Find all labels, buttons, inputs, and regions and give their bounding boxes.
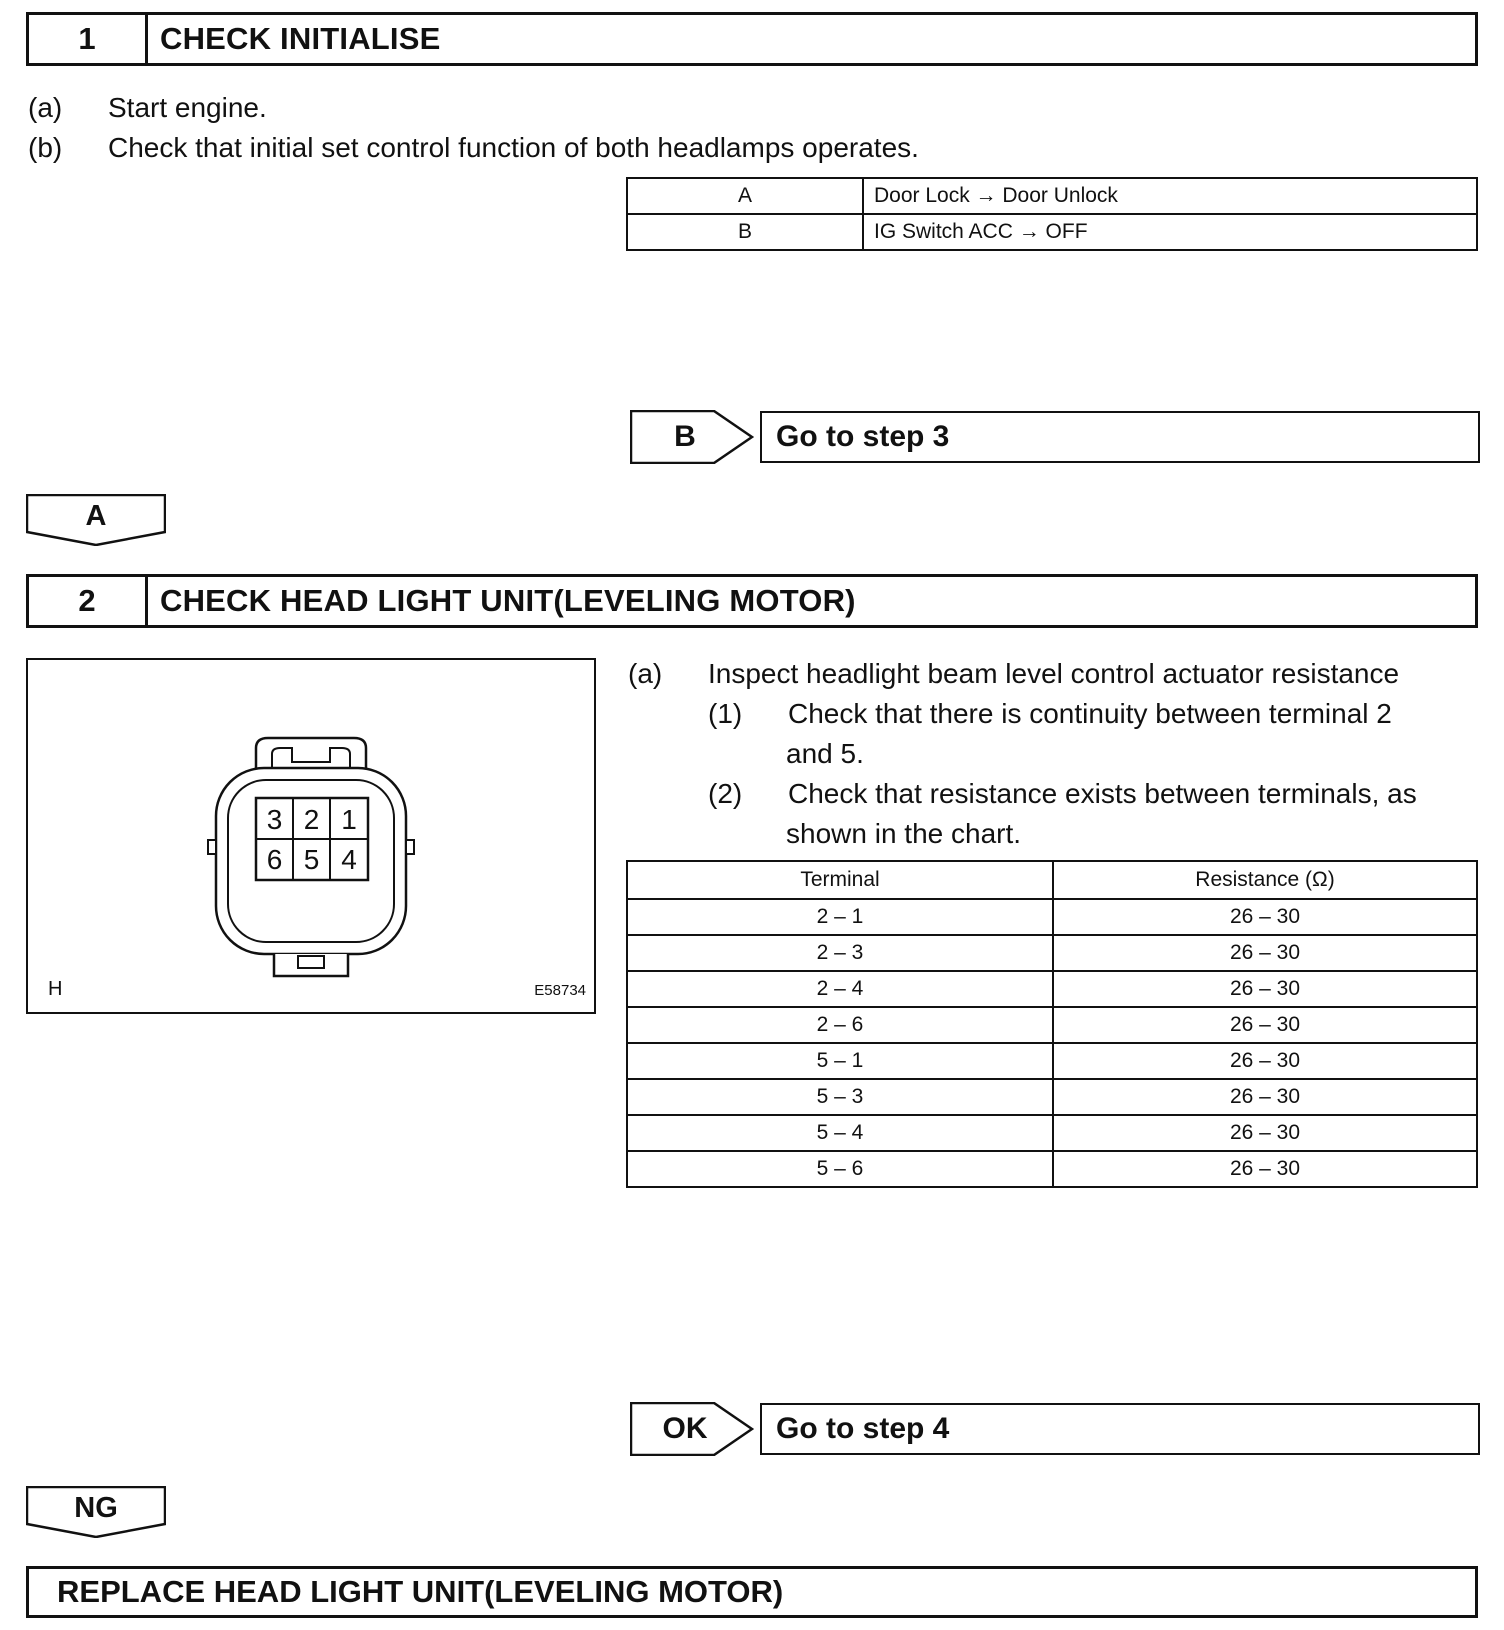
item-text: Start engine. [108,92,267,123]
step-1-item-a [28,88,267,128]
sub-text-line-2: shown in the chart. [786,818,1022,849]
item-text: Check that initial set control function of both headlamps operates. [108,132,919,163]
terminal-cell: 5 – 4 [627,1115,1053,1151]
pin-3: 3 [266,803,283,835]
sub-label: (1) [708,698,743,729]
final-action-title: REPLACE HEAD LIGHT UNIT(LEVELING MOTOR) [57,1574,784,1609]
step-2-item-a [628,654,1480,694]
terminal-cell: 2 – 3 [627,935,1053,971]
pin-6: 6 [266,844,283,875]
pin-5: 5 [303,844,320,875]
step-1-condition-table [626,177,1478,251]
branch-ok[interactable] [630,1402,1480,1456]
sub-text-line-2: and 5. [786,738,864,769]
terminal-cell: 5 – 1 [627,1043,1053,1079]
go-to-step-3[interactable]: Go to step 3 [760,411,1480,463]
table-row [627,1079,1477,1115]
table-row [627,1151,1477,1187]
header-resistance: Resistance (Ω) [1053,861,1477,899]
table-row [627,1043,1477,1079]
step-2-sub-1 [708,694,1480,734]
table-row [627,214,1477,250]
condition-key: B [627,214,863,250]
table-header-row [627,861,1477,899]
step-1-title: CHECK INITIALISE [160,21,441,56]
step-1-header [26,12,1478,66]
pin-2: 2 [303,803,320,835]
pin-4: 4 [341,844,357,875]
sub-text-line-1: Check that resistance exists between terminals, as [788,778,1417,809]
resistance-cell: 26 – 30 [1053,1007,1477,1043]
condition-key: A [627,178,863,214]
branch-ng-tag: NG [74,1491,118,1524]
step-2-header [26,574,1478,628]
step-2-sub-1-cont [786,734,864,774]
branch-b-tag: B [674,420,696,453]
figure-id: E58734 [534,982,586,999]
branch-a[interactable] [26,494,166,546]
resistance-cell: 26 – 30 [1053,1151,1477,1187]
resistance-cell: 26 – 30 [1053,935,1477,971]
step-2-title: CHECK HEAD LIGHT UNIT(LEVELING MOTOR) [160,583,856,618]
table-row [627,935,1477,971]
table-row [627,1115,1477,1151]
item-label: (b) [28,132,63,163]
sub-text-line-1: Check that there is continuity between terminal 2 [788,698,1392,729]
terminal-cell: 5 – 3 [627,1079,1053,1115]
item-label: (a) [628,658,663,689]
terminal-cell: 2 – 6 [627,1007,1053,1043]
resistance-table [626,860,1478,1188]
item-text: Inspect headlight beam level control actuator resistance [708,658,1400,689]
resistance-cell: 26 – 30 [1053,1115,1477,1151]
step-1-number: 1 [29,15,148,63]
branch-ok-tag: OK [662,1412,708,1445]
item-label: (a) [28,92,63,123]
table-row [627,971,1477,1007]
condition-value: Door Lock → Door Unlock [863,178,1477,214]
table-row [627,1007,1477,1043]
branch-ng[interactable] [26,1486,166,1538]
pin-1: 1 [341,803,357,835]
terminal-cell: 2 – 1 [627,899,1053,935]
final-action-box [26,1566,1478,1618]
connector-figure [26,658,596,1014]
branch-b[interactable] [630,410,1480,464]
branch-a-tag: A [85,499,107,532]
resistance-cell: 26 – 30 [1053,1079,1477,1115]
step-2-number: 2 [29,577,148,625]
terminal-cell: 5 – 6 [627,1151,1053,1187]
step-1-item-b [28,128,919,168]
terminal-cell: 2 – 4 [627,971,1053,1007]
resistance-cell: 26 – 30 [1053,1043,1477,1079]
condition-value: IG Switch ACC → OFF [863,214,1477,250]
resistance-cell: 26 – 30 [1053,971,1477,1007]
sub-label: (2) [708,778,743,809]
figure-corner-label: H [48,978,63,1000]
table-row [627,178,1477,214]
step-2-sub-2 [708,774,1480,814]
table-row [627,899,1477,935]
step-2-sub-2-cont [786,814,1021,854]
header-terminal: Terminal [627,861,1053,899]
go-to-step-4[interactable]: Go to step 4 [760,1403,1480,1455]
resistance-cell: 26 – 30 [1053,899,1477,935]
